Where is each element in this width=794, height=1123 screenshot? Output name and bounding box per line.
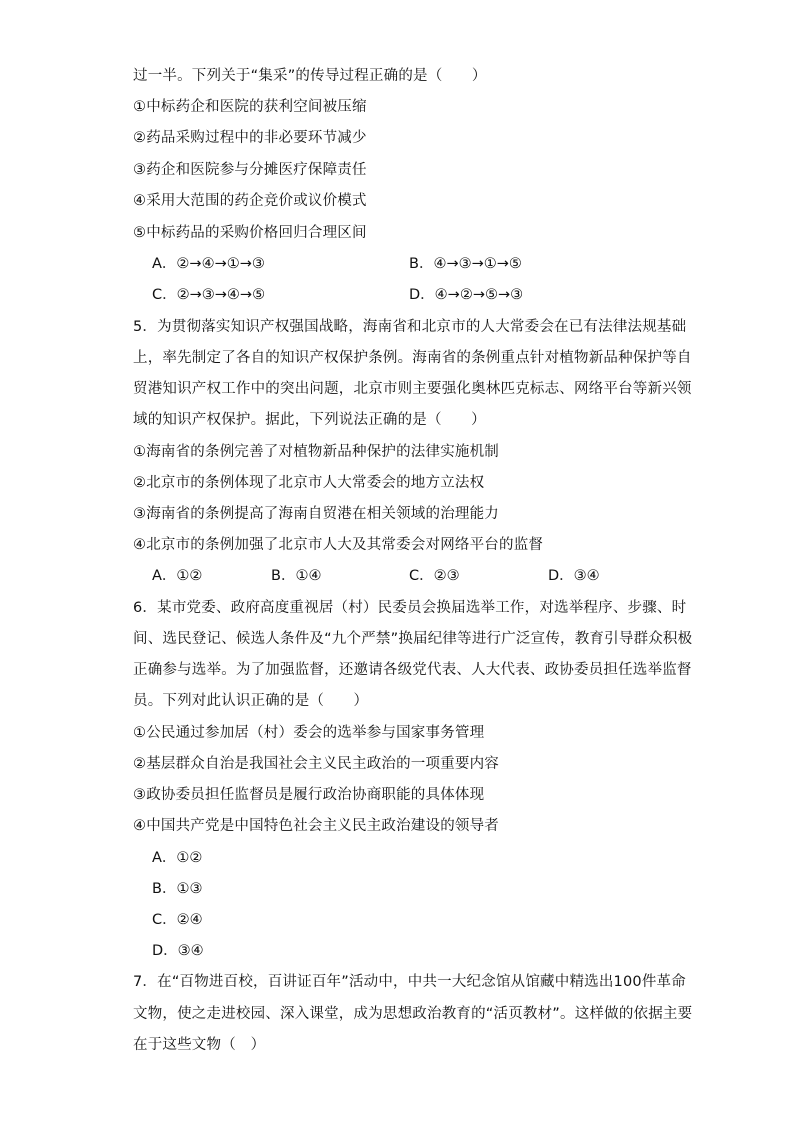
q5-option-d[interactable]: D．③④ <box>548 568 600 584</box>
q6-option-d[interactable]: D．③④ <box>152 943 204 959</box>
q6-option-b[interactable]: B．①③ <box>152 881 203 897</box>
q6-option-a[interactable]: A．①② <box>152 850 203 866</box>
q4-item-3: ③药企和医院参与分摊医疗保障责任 <box>133 162 367 178</box>
q5-option-a[interactable]: A．①② <box>152 568 203 584</box>
q6-stem-line-4: 员。下列对此认识正确的是（ ） <box>133 693 369 709</box>
q6-stem-line-3: 正确参与选举。为了加强监督，还邀请各级党代表、人大代表、政协委员担任选举监督 <box>133 662 692 678</box>
q4-item-4: ④采用大范围的药企竞价或议价模式 <box>133 193 367 209</box>
q7-stem-line-3: 在于这些文物（ ） <box>133 1037 266 1053</box>
q4-option-b[interactable]: B．④→③→①→⑤ <box>409 256 522 272</box>
q5-stem-line-4: 域的知识产权保护。据此，下列说法正确的是（ ） <box>133 412 486 428</box>
q4-item-1: ①中标药企和医院的获利空间被压缩 <box>133 99 367 115</box>
q4-item-5: ⑤中标药品的采购价格回归合理区间 <box>133 225 367 241</box>
q7-stem-line-2: 文物，使之走进校园、深入课堂，成为思想政治教育的“活页教材”。这样做的依据主要 <box>133 1006 693 1022</box>
q5-option-b[interactable]: B．①④ <box>271 568 322 584</box>
q4-item-2: ②药品采购过程中的非必要环节减少 <box>133 130 367 146</box>
q6-item-3: ③政协委员担任监督员是履行政治协商职能的具体体现 <box>133 787 485 803</box>
q5-item-3: ③海南省的条例提高了海南自贸港在相关领域的治理能力 <box>133 506 499 522</box>
q6-stem-line-2: 间、选民登记、候选人条件及“九个严禁”换届纪律等进行广泛宣传，教育引导群众积极 <box>133 631 693 647</box>
q7-stem-line-1: 7．在“百物进百校，百讲证百年”活动中，中共一大纪念馆从馆藏中精选出100件革命 <box>133 974 686 990</box>
q5-stem-line-3: 贸港知识产权工作中的突出问题，北京市则主要强化奥林匹克标志、网络平台等新兴领 <box>133 381 692 397</box>
q4-stem-tail: 过一半。下列关于“集采”的传导过程正确的是（ ） <box>133 68 487 84</box>
q4-option-c[interactable]: C．②→③→④→⑤ <box>152 287 266 303</box>
q5-stem-line-1: 5．为贯彻落实知识产权强国战略，海南省和北京市的人大常委会在已有法律法规基础 <box>133 319 687 335</box>
q5-item-1: ①海南省的条例完善了对植物新品种保护的法律实施机制 <box>133 444 499 460</box>
q6-item-1: ①公民通过参加居（村）委会的选举参与国家事务管理 <box>133 725 485 741</box>
q4-option-a[interactable]: A．②→④→①→③ <box>152 256 265 272</box>
q5-option-c[interactable]: C．②③ <box>409 568 460 584</box>
q4-option-d[interactable]: D．④→②→⑤→③ <box>409 287 524 303</box>
q6-option-c[interactable]: C．②④ <box>152 912 203 928</box>
q6-item-4: ④中国共产党是中国特色社会主义民主政治建设的领导者 <box>133 818 499 834</box>
q5-stem-line-2: 上，率先制定了各自的知识产权保护条例。海南省的条例重点针对植物新品种保护等自 <box>133 350 692 366</box>
q5-item-4: ④北京市的条例加强了北京市人大及其常委会对网络平台的监督 <box>133 537 544 553</box>
q6-item-2: ②基层群众自治是我国社会主义民主政治的一项重要内容 <box>133 756 499 772</box>
q6-stem-line-1: 6．某市党委、政府高度重视居（村）民委员会换届选举工作，对选举程序、步骤、时 <box>133 600 687 616</box>
q5-item-2: ②北京市的条例体现了北京市人大常委会的地方立法权 <box>133 475 485 491</box>
